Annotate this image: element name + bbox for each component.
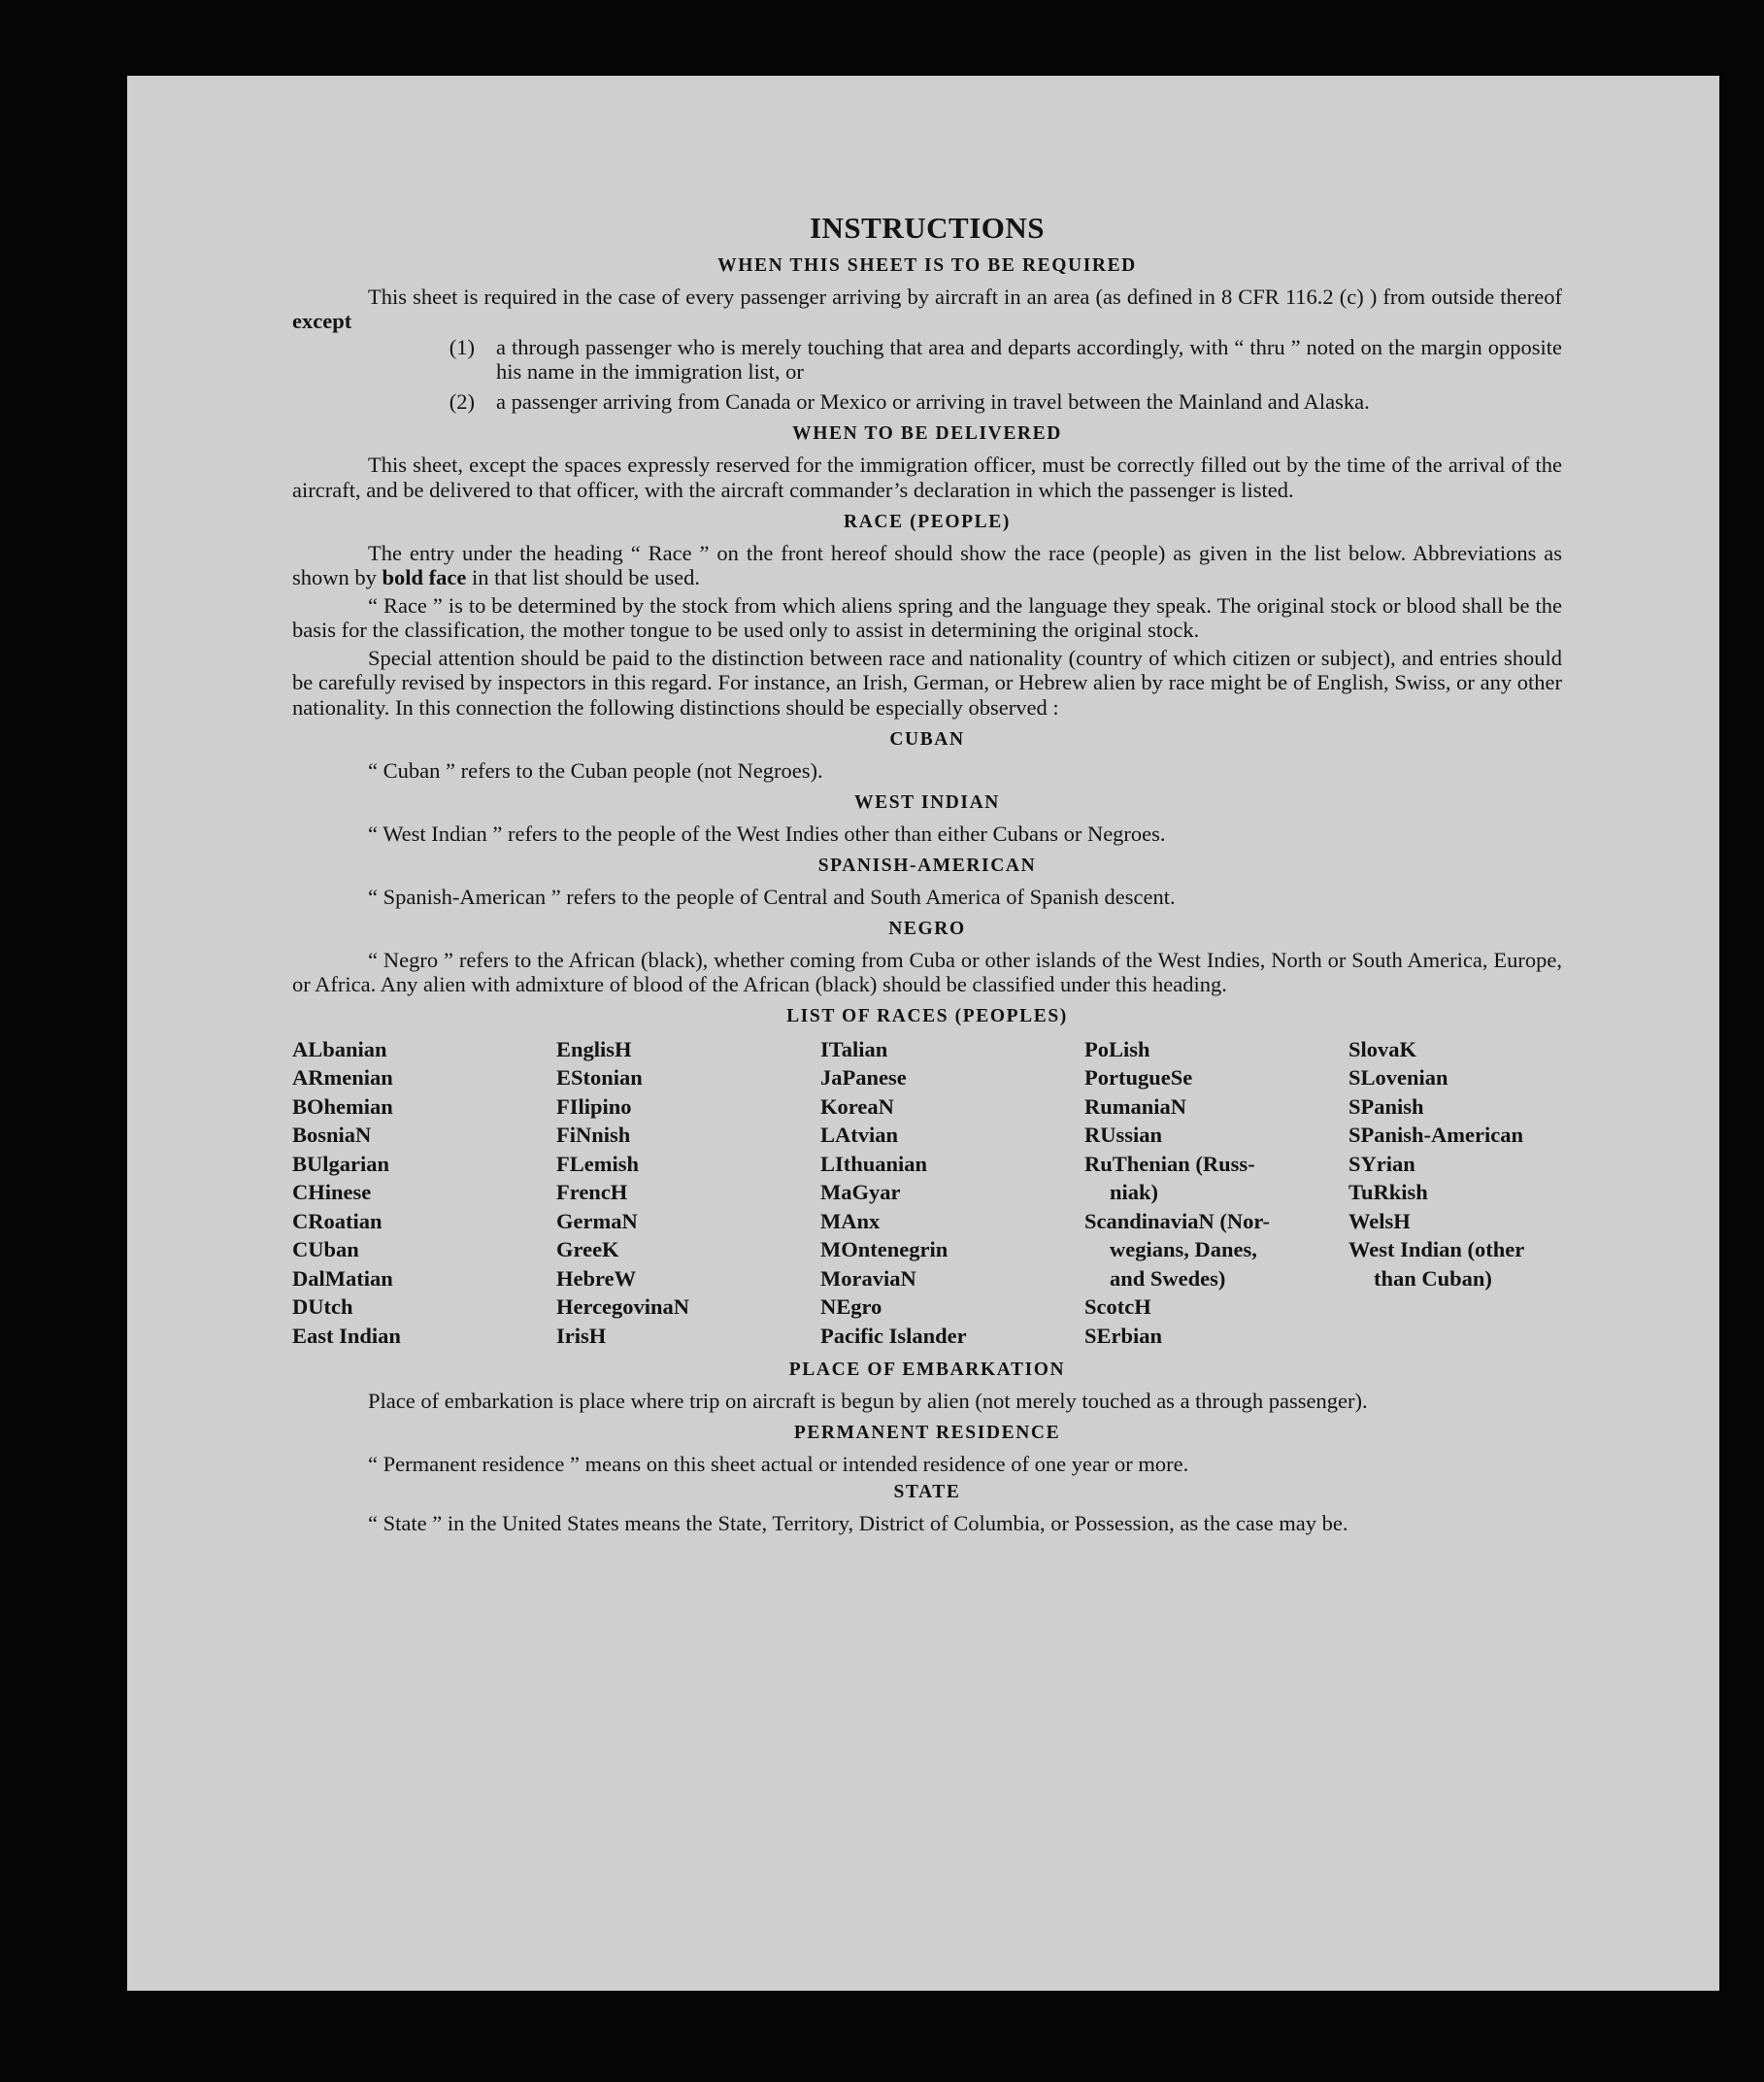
race-entry: FIlipino bbox=[556, 1093, 632, 1119]
heading-when-delivered: WHEN TO BE DELIVERED bbox=[792, 423, 1062, 445]
race-entry: SYrian bbox=[1348, 1151, 1415, 1176]
race-entry: KoreaN bbox=[820, 1093, 894, 1119]
heading-list-of-races: LIST OF RACES (PEOPLES) bbox=[786, 1006, 1068, 1027]
embarkation-paragraph: Place of embarkation is place where trip on aircraft is begun by alien (not merely touched as a through passenger). bbox=[368, 1389, 1368, 1414]
race-entry: FiNnish bbox=[556, 1123, 631, 1148]
races-column-5 bbox=[1348, 1035, 1562, 1351]
race-entry: PortugueSe bbox=[1084, 1065, 1193, 1091]
race-entry: DUtch bbox=[292, 1294, 353, 1320]
heading-negro: NEGRO bbox=[888, 918, 966, 939]
race-entry: West Indian (other bbox=[1348, 1237, 1525, 1262]
race-entry-continued: niak) bbox=[1110, 1180, 1159, 1205]
race-paragraph-3: Special attention should be paid to the distinction between race and nationality (country of which citizen or subject), and entries should be carefully revised by inspectors in this regard. For instance, an Irish, German, or Hebrew alien by race might be of English, Swiss, or any other nationality. In this connection the following distinctions should be especially observed : bbox=[292, 646, 1562, 720]
exception-number: (2) bbox=[449, 389, 475, 415]
race-entry: HercegovinaN bbox=[556, 1294, 690, 1320]
race-entry: SErbian bbox=[1084, 1323, 1163, 1348]
race-entry: LIthuanian bbox=[820, 1151, 928, 1176]
race-entry: MaGyar bbox=[820, 1180, 901, 1205]
cuban-paragraph: “ Cuban ” refers to the Cuban people (not Negroes). bbox=[368, 757, 823, 783]
race-entry: SPanish bbox=[1348, 1093, 1424, 1119]
race-entry: EnglisH bbox=[556, 1036, 632, 1061]
document-content bbox=[292, 212, 1562, 1535]
exception-number: (1) bbox=[449, 334, 475, 359]
heading-spanish-american: SPANISH-AMERICAN bbox=[817, 855, 1037, 876]
race-entry: TuRkish bbox=[1348, 1180, 1428, 1205]
race-entry: ALbanian bbox=[292, 1036, 387, 1061]
race-entry: SlovaK bbox=[1348, 1036, 1417, 1061]
races-column-2 bbox=[556, 1035, 820, 1351]
race-entry: GermaN bbox=[556, 1208, 638, 1233]
state-paragraph: “ State ” in the United States means the State, Territory, District of Columbia, or Possession, as the case may be. bbox=[368, 1511, 1348, 1536]
race-entry: CHinese bbox=[292, 1180, 372, 1205]
race-entry: RuThenian (Russ- bbox=[1084, 1151, 1255, 1176]
race-entry: East Indian bbox=[292, 1323, 401, 1348]
race-entry: Pacific Islander bbox=[820, 1323, 967, 1348]
race-entry: ScotcH bbox=[1084, 1294, 1151, 1320]
heading-when-required: WHEN THIS SHEET IS TO BE REQUIRED bbox=[717, 254, 1137, 276]
race-entry: CRoatian bbox=[292, 1208, 383, 1233]
negro-paragraph: “ Negro ” refers to the African (black), whether coming from Cuba or other islands of the West Indies, North or South America, Europe, or Africa. Any alien with admixture of blood of the African (black) should be classified under this heading. bbox=[292, 947, 1562, 996]
race-entry: JaPanese bbox=[820, 1065, 907, 1091]
race-entry: GreeK bbox=[556, 1237, 619, 1262]
race-entry: EStonian bbox=[556, 1065, 643, 1091]
race-entry: MAnx bbox=[820, 1208, 881, 1233]
race-entry: DalMatian bbox=[292, 1265, 393, 1291]
exception-item-2 bbox=[292, 389, 1562, 414]
spanish-american-paragraph: “ Spanish-American ” refers to the people of Central and South America of Spanish descent. bbox=[368, 884, 1176, 909]
races-column-4 bbox=[1084, 1035, 1348, 1351]
residence-paragraph: “ Permanent residence ” means on this sheet actual or intended residence of one year or more. bbox=[368, 1452, 1189, 1477]
heading-state: STATE bbox=[893, 1482, 961, 1503]
race-entry: MoraviaN bbox=[820, 1265, 916, 1291]
race-entry: NEgro bbox=[820, 1294, 882, 1320]
race-entry: ITalian bbox=[820, 1036, 888, 1061]
race-entry: BosniaN bbox=[292, 1123, 372, 1148]
exception-text: a through passenger who is merely touching that area and departs accordingly, with “ thru ” noted on the margin opposite his name in the immigration list, or bbox=[496, 334, 1562, 385]
race-entry: PoLish bbox=[1084, 1036, 1150, 1061]
page-title: INSTRUCTIONS bbox=[809, 211, 1045, 245]
race-entry: RumaniaN bbox=[1084, 1093, 1187, 1119]
races-list bbox=[292, 1035, 1562, 1351]
race-entry-continued: wegians, Danes, bbox=[1110, 1237, 1257, 1262]
heading-permanent-residence: PERMANENT RESIDENCE bbox=[793, 1423, 1061, 1444]
race-entry: IrisH bbox=[556, 1323, 607, 1348]
exception-text: a passenger arriving from Canada or Mexico or arriving in travel between the Mainland and Alaska. bbox=[496, 389, 1370, 415]
race-entry: LAtvian bbox=[820, 1123, 899, 1148]
document-sheet bbox=[127, 76, 1719, 1991]
races-column-3 bbox=[820, 1035, 1084, 1351]
race-entry: BOhemian bbox=[292, 1093, 393, 1119]
races-column-1 bbox=[292, 1035, 556, 1351]
race-entry: WelsH bbox=[1348, 1208, 1411, 1233]
race-paragraph-2: “ Race ” is to be determined by the stock from which aliens spring and the language they speak. The original stock or blood shall be the basis for the classification, the mother tongue to be used only to assist in determining the original stock. bbox=[292, 592, 1562, 643]
race-entry: BUlgarian bbox=[292, 1151, 390, 1176]
race-entry: SPanish-American bbox=[1348, 1123, 1523, 1148]
race-paragraph-1: The entry under the heading “ Race ” on the front hereof should show the race (people) as given in the list below. Abbreviations as shown by bold face in that list should be used. bbox=[292, 540, 1562, 589]
west-indian-paragraph: “ West Indian ” refers to the people of the West Indies other than either Cubans or Negroes. bbox=[368, 821, 1166, 846]
required-paragraph: This sheet is required in the case of every passenger arriving by aircraft in an area (as defined in 8 CFR 116.2 (c) ) from outside thereof except bbox=[292, 284, 1562, 333]
heading-race: RACE (PEOPLE) bbox=[844, 511, 1011, 532]
delivered-paragraph: This sheet, except the spaces expressly reserved for the immigration officer, must be correctly filled out by the time of the arrival of the aircraft, and be delivered to that officer, with the aircraft commander’s declaration in which the passenger is listed. bbox=[292, 453, 1562, 502]
race-entry: FLemish bbox=[556, 1151, 640, 1176]
heading-place-of-embarkation: PLACE OF EMBARKATION bbox=[788, 1360, 1066, 1381]
race-entry: HebreW bbox=[556, 1265, 637, 1291]
race-entry: MOntenegrin bbox=[820, 1237, 949, 1262]
race-entry: SLovenian bbox=[1348, 1065, 1448, 1091]
race-entry-continued: than Cuban) bbox=[1374, 1265, 1492, 1291]
exception-item-1 bbox=[292, 335, 1562, 384]
race-entry: ScandinaviaN (Nor- bbox=[1084, 1208, 1271, 1233]
race-entry: RUssian bbox=[1084, 1123, 1163, 1148]
race-entry: CUban bbox=[292, 1237, 359, 1262]
race-entry-continued: and Swedes) bbox=[1110, 1265, 1226, 1291]
race-entry: ARmenian bbox=[292, 1065, 393, 1091]
heading-west-indian: WEST INDIAN bbox=[854, 791, 1000, 813]
race-entry: FrencH bbox=[556, 1180, 628, 1205]
heading-cuban: CUBAN bbox=[889, 728, 965, 750]
